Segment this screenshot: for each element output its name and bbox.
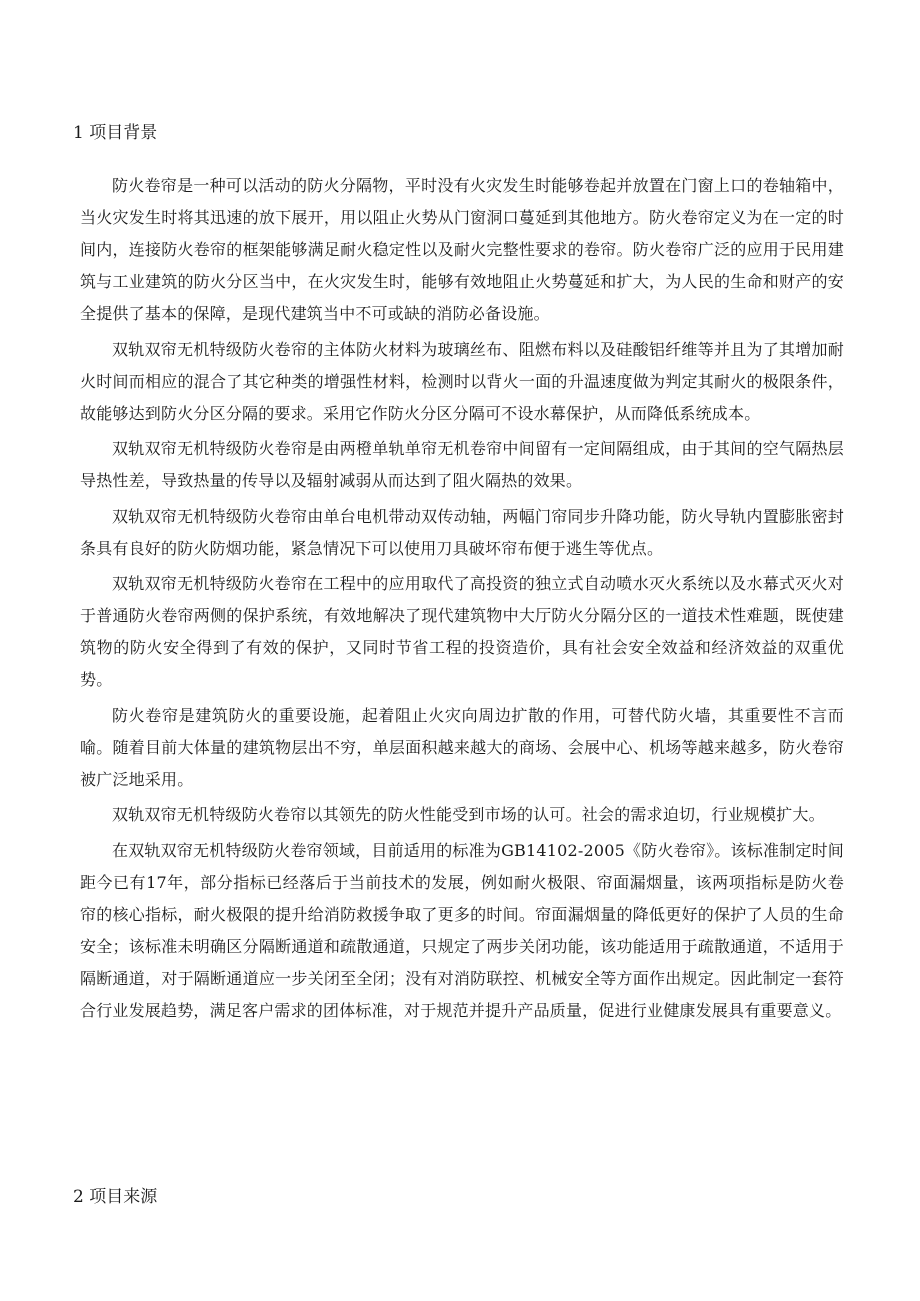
section-body [80, 170, 844, 1027]
paragraph-6: 防火卷帘是建筑防火的重要设施，起着阻止火灾向周边扩散的作用，可替代防火墙，其重要性不言而喻。随着目前大体量的建筑物层出不穷，单层面积越来越大的商场、会展中心、机场等越来越多，防火卷帘被广泛地采用。 [80, 705, 844, 789]
paragraph-7: 双轨双帘无机特级防火卷帘以其领先的防火性能受到市场的认可。社会的需求迫切，行业规模扩大。 [112, 805, 825, 824]
paragraph-4: 双轨双帘无机特级防火卷帘由单台电机带动双传动轴，两幅门帘同步升降功能，防火导轨内置膨胀密封条具有良好的防火防烟功能，紧急情况下可以使用刀具破坏帘布便于逃生等优点。 [80, 506, 844, 558]
section-heading-project-background: 1 项目背景 [73, 123, 158, 143]
paragraph-1: 防火卷帘是一种可以活动的防火分隔物，平时没有火灾发生时能够卷起并放置在门窗上口的卷轴箱中，当火灾发生时将其迅速的放下展开，用以阻止火势从门窗洞口蔓延到其他地方。防火卷帘定义为在一定的时间内，连接防火卷帘的框架能够满足耐火稳定性以及耐火完整性要求的卷帘。防火卷帘广泛的应用于民用建筑与工业建筑的防火分区当中，在火灾发生时，能够有效地阻止火势蔓延和扩大，为人民的生命和财产的安全提供了基本的保障，是现代建筑当中不可或缺的消防必备设施。 [80, 176, 844, 323]
paragraph-8: 在双轨双帘无机特级防火卷帘领域，目前适用的标准为GB14102-2005《防火卷帘》。该标准制定时间距今已有17年，部分指标已经落后于当前技术的发展，例如耐火极限、帘面漏烟量，该两项指标是防火卷帘的核心指标，耐火极限的提升给消防救援争取了更多的时间。帘面漏烟量的降低更好的保护了人员的生命安全；该标准未明确区分隔断通道和疏散通道，只规定了两步关闭功能，该功能适用于疏散通道，不适用于隔断通道，对于隔断通道应一步关闭至全闭；没有对消防联控、机械安全等方面作出规定。因此制定一套符合行业发展趋势，满足客户需求的团体标准，对于规范并提升产品质量，促进行业健康发展具有重要意义。 [80, 840, 844, 1020]
paragraph-3: 双轨双帘无机特级防火卷帘是由两橙单轨单帘无机卷帘中间留有一定间隔组成，由于其间的空气隔热层导热性差，导致热量的传导以及辐射减弱从而达到了阻火隔热的效果。 [80, 439, 844, 490]
paragraph-5: 双轨双帘无机特级防火卷帘在工程中的应用取代了高投资的独立式自动喷水灭火系统以及水幕式灭火对于普通防火卷帘两侧的保护系统，有效地解决了现代建筑物中大厅防火分隔分区的一道技术性难题，既使建筑物的防火安全得到了有效的保护，又同时节省工程的投资造价，具有社会安全效益和经济效益的双重优势。 [80, 574, 844, 689]
paragraph-2: 双轨双帘无机特级防火卷帘的主体防火材料为玻璃丝布、阻燃布料以及硅酸铝纤维等并且为了其增加耐火时间而相应的混合了其它种类的增强性材料，检测时以背火一面的升温速度做为判定其耐火的极限条件，故能够达到防火分区分隔的要求。采用它作防火分区分隔可不设水幕保护，从而降低系统成本。 [80, 339, 844, 423]
section-heading-project-source: 2 项目来源 [73, 1187, 158, 1207]
